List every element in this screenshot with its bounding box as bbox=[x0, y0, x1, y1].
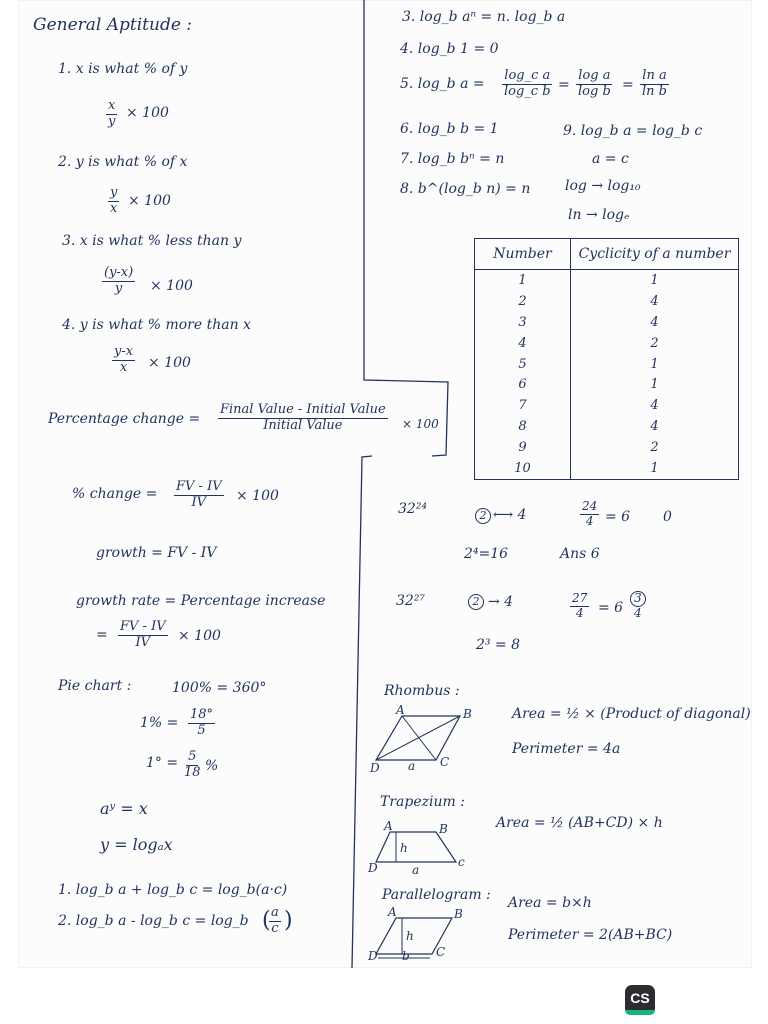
table-cell-cyclicity: 2 bbox=[571, 333, 739, 354]
pie-eq-1pct-fraction: $\frac{18^\circ}{5}$ bbox=[190, 707, 214, 738]
log-rule-5-left: 5. log_b a = bbox=[400, 76, 485, 92]
rhombus-perimeter: Perimeter = 4a bbox=[512, 741, 621, 757]
table-cell-number: 10 bbox=[475, 458, 571, 479]
cyc-ex2-mixed-fraction: $\frac{3}{4}$ bbox=[630, 591, 646, 621]
pie-eq-1pct-left: 1% = bbox=[140, 715, 179, 731]
table-cell-number: 9 bbox=[475, 437, 571, 458]
rhombus-side: a bbox=[408, 759, 416, 773]
parallelogram-title: Parallelogram : bbox=[382, 887, 491, 903]
item4-multiplier: × 100 bbox=[148, 355, 191, 371]
pie-eq-1deg-percent: % bbox=[205, 758, 219, 774]
log-rule-6: 6. log_b b = 1 bbox=[400, 121, 499, 137]
table-cell-cyclicity: 1 bbox=[571, 354, 739, 375]
cyc-ex1-base: 32²⁴ bbox=[398, 501, 428, 517]
cyc-ex2-arrow: → 4 bbox=[488, 594, 514, 610]
change-label: % change = bbox=[72, 486, 158, 502]
log-rule-2-paren-close: ) bbox=[284, 908, 293, 933]
item1-fraction: $\frac{x}{y}$ bbox=[108, 98, 116, 129]
heading-general-aptitude: General Aptitude : bbox=[33, 15, 193, 35]
log-rule-9-result: a = c bbox=[592, 151, 629, 167]
log-definition-2: y = logₐx bbox=[100, 835, 173, 854]
cyc-ex2-base: 32²⁷ bbox=[396, 593, 426, 609]
trapezium-height: h bbox=[400, 841, 408, 855]
log-rule-2-left: 2. log_b a - log_b c = log_b bbox=[58, 913, 249, 929]
cyc-ex1-remainder: 0 bbox=[663, 509, 672, 525]
parallelogram-perimeter: Perimeter = 2(AB+BC) bbox=[508, 927, 673, 943]
trapezium-vertex-a: A bbox=[384, 819, 393, 833]
item2-text: 2. y is what % of x bbox=[58, 154, 188, 170]
table-cell-cyclicity: 1 bbox=[571, 458, 739, 479]
item2-multiplier: × 100 bbox=[128, 193, 171, 209]
item1-text: 1. x is what % of y bbox=[58, 61, 188, 77]
table-cell-cyclicity: 4 bbox=[571, 395, 739, 416]
cyc-ex2-fraction: $\frac{27}{4}$ bbox=[572, 591, 588, 620]
note-log-base-10: log → log₁₀ bbox=[565, 178, 641, 194]
log-rule-9: 9. log_b a = log_b c bbox=[563, 123, 703, 139]
table-cell-number: 7 bbox=[475, 395, 571, 416]
growth-rate-multiplier: × 100 bbox=[178, 628, 221, 644]
growth-formula: growth = FV - IV bbox=[96, 545, 217, 561]
item4-fraction: $\frac{y-x}{x}$ bbox=[114, 344, 134, 375]
item2-fraction: $\frac{y}{x}$ bbox=[110, 185, 118, 216]
log-rule-5-eq-1: = bbox=[558, 77, 570, 93]
trapezium-side: a bbox=[412, 863, 420, 877]
note-ln-base-e: ln → logₑ bbox=[568, 207, 630, 223]
cyc-ex2-result: = 6 bbox=[598, 600, 624, 616]
log-rule-1: 1. log_b a + log_b c = log_b(a·c) bbox=[58, 882, 288, 898]
table-cell-cyclicity: 4 bbox=[571, 416, 739, 437]
table-cell-cyclicity: 1 bbox=[571, 374, 739, 395]
cyc-ex1-fraction: $\frac{24}{4}$ bbox=[582, 499, 598, 528]
growth-rate-equals: = bbox=[96, 627, 108, 643]
log-rule-2-fraction: $\frac{a}{c}$ bbox=[271, 905, 279, 936]
table-cell-number: 3 bbox=[475, 312, 571, 333]
change-fraction: $\frac{FV - IV}{IV}$ bbox=[176, 479, 222, 510]
camscanner-logo: CS bbox=[625, 985, 655, 1015]
table-cell-number: 8 bbox=[475, 416, 571, 437]
trapezium-vertex-b: B bbox=[439, 822, 448, 836]
pie-eq-1deg-left: 1° = bbox=[146, 755, 179, 771]
table-cell-cyclicity: 1 bbox=[571, 270, 739, 291]
log-rule-3: 3. log_b aⁿ = n. log_b a bbox=[402, 9, 566, 25]
cyc-ex1-answer: Ans 6 bbox=[560, 546, 600, 562]
parallelogram-side: b bbox=[402, 949, 410, 963]
table-cell-cyclicity: 2 bbox=[571, 437, 739, 458]
parallelogram-vertex-d: D bbox=[368, 949, 378, 963]
pct-change-fraction: Final Value - Initial Value Initial Value bbox=[220, 402, 386, 433]
log-rule-4: 4. log_b 1 = 0 bbox=[400, 41, 499, 57]
parallelogram-vertex-b: B bbox=[454, 907, 463, 921]
rhombus-title: Rhombus : bbox=[384, 683, 460, 699]
pct-change-label: Percentage change = bbox=[48, 411, 201, 427]
log-rule-7: 7. log_b bⁿ = n bbox=[400, 151, 505, 167]
log-rule-8: 8. b^(log_b n) = n bbox=[400, 181, 531, 197]
rhombus-vertex-d: D bbox=[370, 761, 380, 775]
cyc-ex1-arrow: ⟷ 4 bbox=[493, 507, 527, 523]
item3-multiplier: × 100 bbox=[150, 278, 193, 294]
log-definition-1: aʸ = x bbox=[100, 799, 148, 818]
item4-text: 4. y is what % more than x bbox=[62, 317, 251, 333]
rhombus-vertex-c: C bbox=[440, 755, 450, 769]
log-rule-5-fraction-2: $\frac{\text{log a}}{\text{log b}}$ bbox=[578, 68, 611, 99]
table-cell-number: 5 bbox=[475, 354, 571, 375]
table-cell-number: 2 bbox=[475, 291, 571, 312]
item3-fraction: $\frac{(y-x)}{y}$ bbox=[104, 265, 134, 296]
pie-eq-1deg-fraction: $\frac{5}{18}$ bbox=[184, 749, 201, 780]
cyc-ex1-circled: 2 bbox=[475, 508, 491, 524]
pct-change-multiplier: × 100 bbox=[402, 417, 439, 431]
pie-chart-label: Pie chart : bbox=[58, 678, 132, 694]
cyc-ex1-power: 2⁴=16 bbox=[464, 546, 509, 562]
rhombus-vertex-a: A bbox=[396, 703, 405, 717]
parallelogram-vertex-a: A bbox=[388, 905, 397, 919]
cyc-ex1-result: = 6 bbox=[605, 509, 631, 525]
cyc-ex2-power: 2³ = 8 bbox=[476, 637, 521, 653]
log-rule-5-eq-2: = bbox=[622, 77, 634, 93]
item1-multiplier: × 100 bbox=[126, 105, 169, 121]
table-cell-number: 6 bbox=[475, 374, 571, 395]
table-header-number: Number bbox=[475, 239, 571, 270]
cyc-ex2-circled: 2 bbox=[468, 594, 484, 610]
growth-rate-fraction: $\frac{FV - IV}{IV}$ bbox=[120, 619, 166, 650]
log-rule-5-fraction-3: $\frac{\text{ln a}}{\text{ln b}}$ bbox=[642, 68, 667, 99]
table-cell-number: 1 bbox=[475, 270, 571, 291]
item3-text: 3. x is what % less than y bbox=[62, 233, 242, 249]
parallelogram-vertex-c: C bbox=[436, 945, 446, 959]
parallelogram-height: h bbox=[406, 929, 414, 943]
log-rule-2-paren-open: ( bbox=[262, 908, 271, 933]
trapezium-vertex-d: D bbox=[368, 861, 378, 875]
pie-eq-100: 100% = 360° bbox=[172, 680, 267, 696]
trapezium-title: Trapezium : bbox=[380, 794, 465, 810]
table-cell-cyclicity: 4 bbox=[571, 291, 739, 312]
table-cell-cyclicity: 4 bbox=[571, 312, 739, 333]
trapezium-area: Area = ½ (AB+CD) × h bbox=[496, 815, 663, 831]
rhombus-vertex-b: B bbox=[463, 707, 472, 721]
parallelogram-area: Area = b×h bbox=[508, 895, 592, 911]
rhombus-area: Area = ½ × (Product of diagonal) bbox=[512, 706, 751, 722]
table-header-cyclicity: Cyclicity of a number bbox=[571, 239, 739, 270]
trapezium-vertex-c: c bbox=[458, 855, 465, 869]
table-cell-number: 4 bbox=[475, 333, 571, 354]
change-multiplier: × 100 bbox=[236, 488, 279, 504]
log-rule-5-fraction-1: $\frac{\text{log\_c a}}{\text{log\_c b}}$ bbox=[504, 68, 551, 99]
growth-rate-label: growth rate = Percentage increase bbox=[76, 593, 326, 609]
